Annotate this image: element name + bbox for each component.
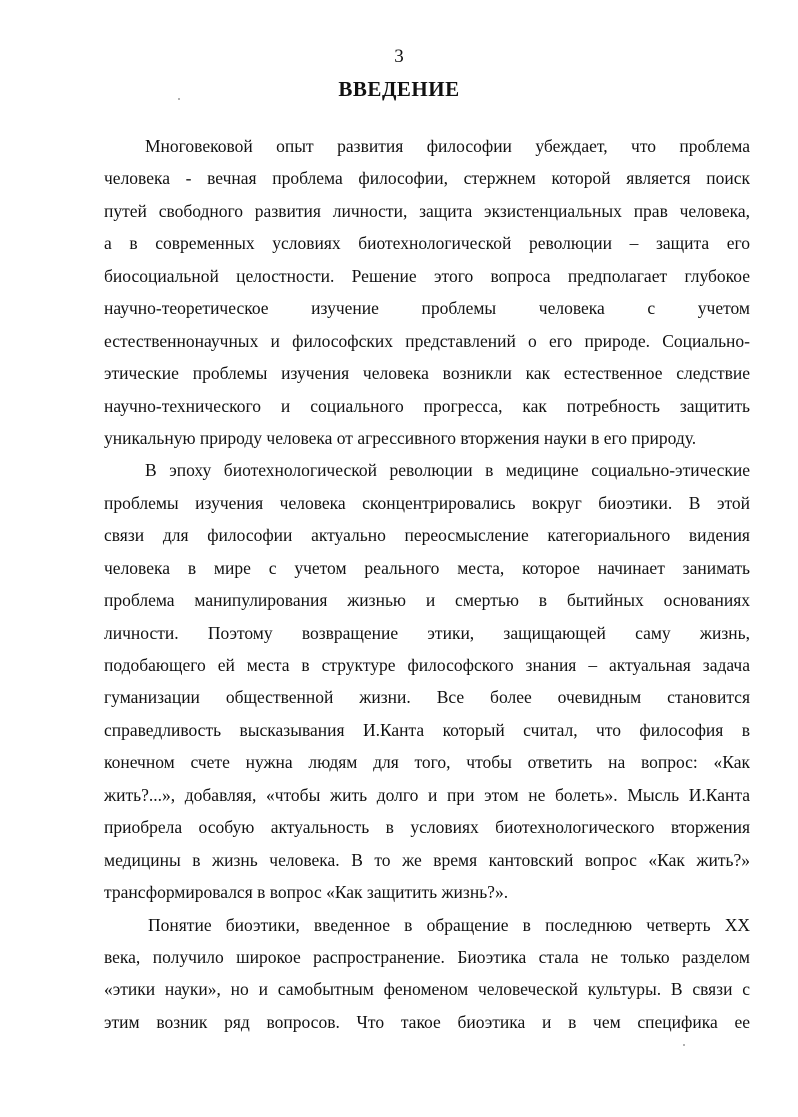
paragraph-2 xyxy=(104,454,750,908)
scan-speck xyxy=(683,1044,685,1046)
text-line: а в современных условиях биотехнологической революции – защита его xyxy=(104,233,750,254)
text-line: этим возник ряд вопросов. Что такое биоэтика и в чем специфика ее xyxy=(104,1011,750,1032)
text-line: жить?...», добавляя, «чтобы жить долго и при этом не болеть». Мысль И.Канта xyxy=(104,784,750,805)
text-line: уникальную природу человека от агрессивного вторжения науки в его природу. xyxy=(104,427,697,448)
text-line: проблемы изучения человека сконцентрировались вокруг биоэтики. В этой xyxy=(104,492,750,513)
text-line: личности. Поэтому возвращение этики, защищающей саму жизнь, xyxy=(104,622,750,643)
text-line: «этики науки», но и самобытным феноменом человеческой культуры. В связи с xyxy=(104,979,750,1000)
paragraph-3 xyxy=(104,909,750,1039)
text-line: медицины в жизнь человека. В то же время кантовский вопрос «Как жить?» xyxy=(104,849,750,870)
text-line: Понятие биоэтики, введенное в обращение в последнюю четверть XX xyxy=(148,914,750,935)
text-line: гуманизации общественной жизни. Все более очевидным становится xyxy=(104,687,750,708)
text-line: путей свободного развития личности, защита экзистенциальных прав человека, xyxy=(104,200,750,221)
text-line: этические проблемы изучения человека возникли как естественное следствие xyxy=(104,363,750,384)
text-line: Многовековой опыт развития философии убеждает, что проблема xyxy=(145,136,750,156)
body-text xyxy=(104,130,750,1038)
paragraph-1 xyxy=(104,130,750,454)
text-line: подобающего ей места в структуре философского знания – актуальная задача xyxy=(104,655,750,675)
text-line: конечном счете нужна людям для того, чтобы ответить на вопрос: «Как xyxy=(104,752,750,773)
text-line: естественнонаучных и философских представлений о его природе. Социально- xyxy=(104,330,750,351)
text-line: научно-теоретическое изучение проблемы человека с учетом xyxy=(104,298,750,319)
text-line: приобрела особую актуальность в условиях биотехнологического вторжения xyxy=(104,817,750,838)
text-line: биосоциальной целостности. Решение этого вопроса предполагает глубокое xyxy=(104,265,750,286)
page-title: ВВЕДЕНИЕ xyxy=(338,77,460,101)
text-line: связи для философии актуально переосмысление категориального видения xyxy=(104,525,750,546)
text-line: справедливость высказывания И.Канта который считал, что философия в xyxy=(104,719,750,740)
text-line: трансформировался в вопрос «Как защитить жизнь?». xyxy=(104,882,509,903)
text-line: человека - вечная проблема философии, стержнем которой является поиск xyxy=(104,168,750,189)
text-line: В эпоху биотехнологической революции в медицине социально-этические xyxy=(145,460,750,481)
text-line: научно-технического и социального прогресса, как потребность защитить xyxy=(104,395,750,416)
page-number: 3 xyxy=(394,46,404,67)
text-line: проблема манипулирования жизнью и смертью в бытийных основаниях xyxy=(104,590,750,611)
text-line: человека в мире с учетом реального места, которое начинает занимать xyxy=(104,557,750,578)
text-line: века, получило широкое распространение. Биоэтика стала не только разделом xyxy=(104,946,750,967)
